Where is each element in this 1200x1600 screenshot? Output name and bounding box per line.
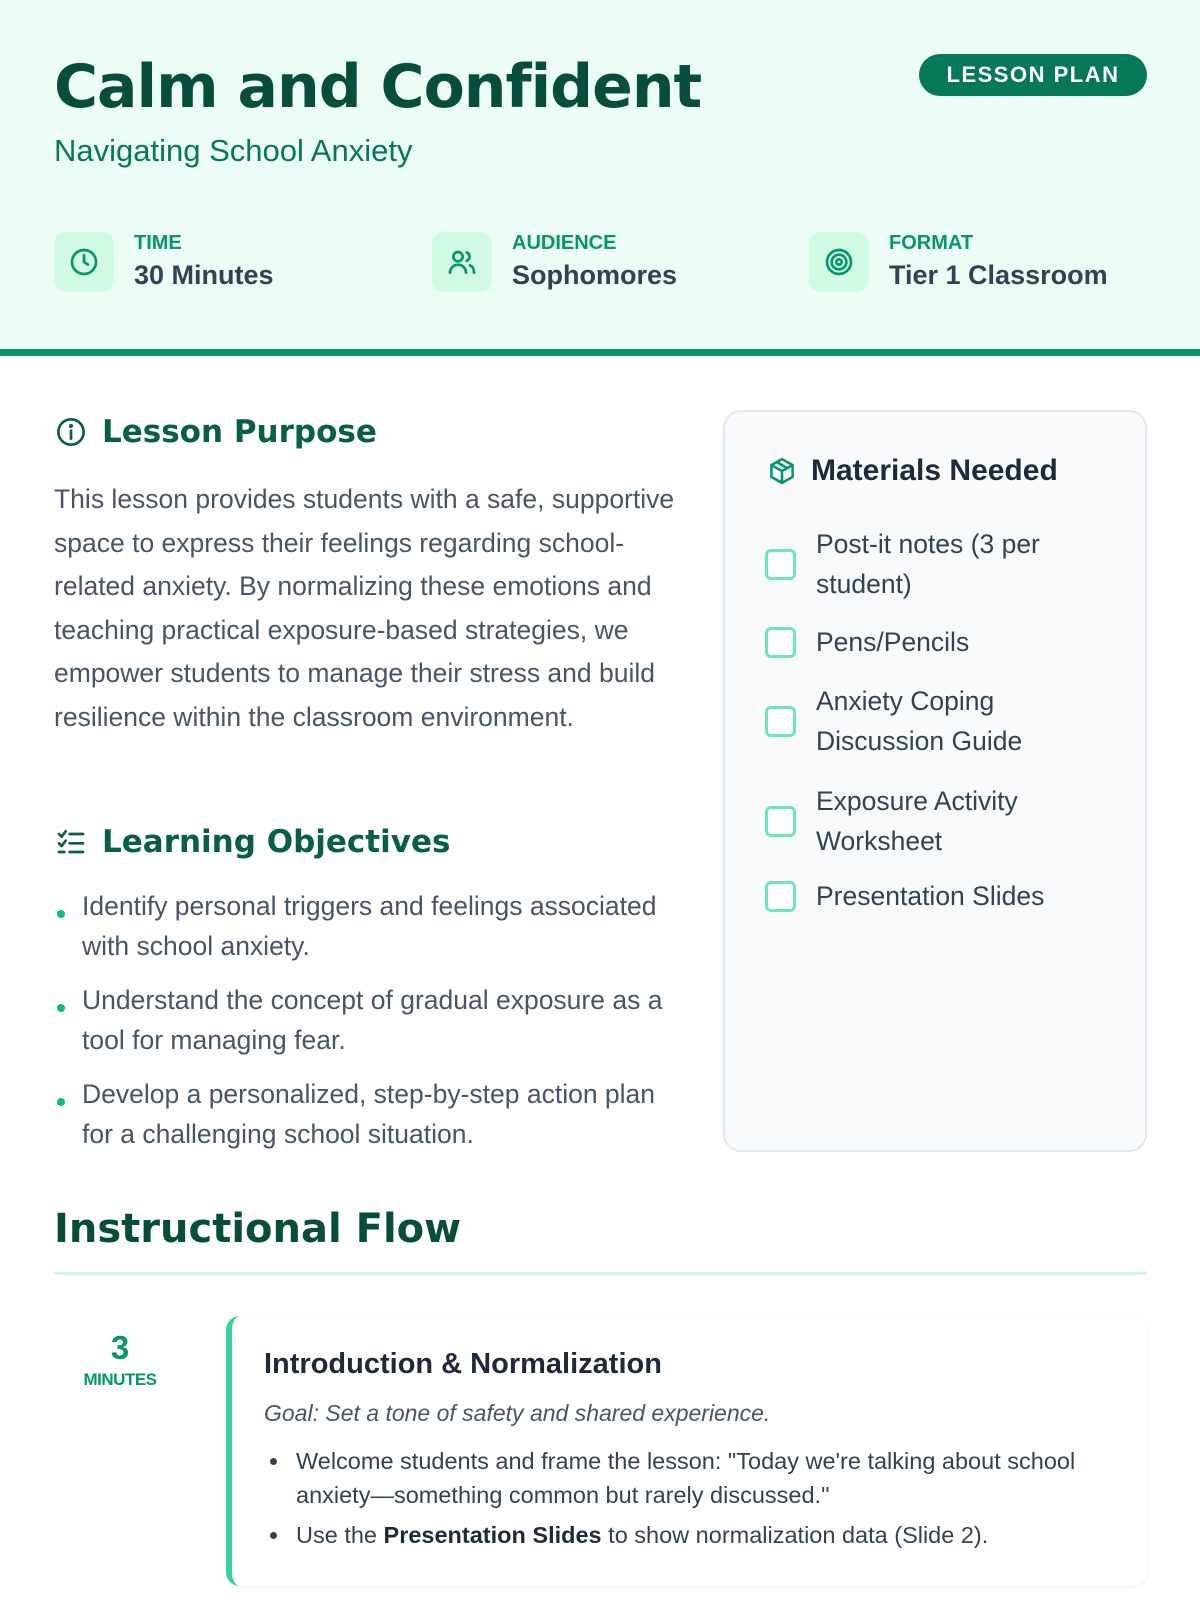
step-bullets xyxy=(264,1444,1084,1558)
material-checkbox[interactable] xyxy=(765,806,796,837)
material-item[interactable] xyxy=(765,622,1116,662)
target-icon xyxy=(809,232,869,292)
package-icon xyxy=(765,454,799,488)
flow-heading: Instructional Flow xyxy=(54,1206,462,1252)
users-icon xyxy=(432,232,492,292)
material-item[interactable] xyxy=(765,781,1116,861)
info-icon xyxy=(54,415,88,449)
material-checkbox[interactable] xyxy=(765,549,796,580)
objective-item: Develop a personalized, step-by-step action plan for a challenging school situation. xyxy=(54,1074,674,1154)
meta-audience-label: AUDIENCE xyxy=(512,232,617,254)
objectives-list xyxy=(54,886,674,1168)
meta-format-label: FORMAT xyxy=(889,232,974,254)
bullet-dot xyxy=(57,1004,65,1012)
step-bullet: Use the Presentation Slides to show normalization data (Slide 2). xyxy=(264,1518,1084,1552)
meta-format-value: Tier 1 Classroom xyxy=(889,260,1108,290)
purpose-heading-text: Lesson Purpose xyxy=(102,414,377,450)
meta-time-label: TIME xyxy=(134,232,182,254)
material-label: Exposure Activity Worksheet xyxy=(816,786,1018,856)
step-title: Introduction & Normalization xyxy=(264,1348,662,1380)
materials-heading xyxy=(765,454,1058,488)
lesson-header xyxy=(0,0,1200,356)
material-checkbox[interactable] xyxy=(765,706,796,737)
clock-icon xyxy=(54,232,114,292)
material-label: Pens/Pencils xyxy=(816,627,970,657)
bullet-dot xyxy=(270,1532,277,1539)
lesson-plan-badge: LESSON PLAN xyxy=(919,54,1147,96)
material-checkbox[interactable] xyxy=(765,881,796,912)
material-label: Post-it notes (3 per student) xyxy=(816,529,1040,599)
meta-time-value: 30 Minutes xyxy=(134,260,274,290)
flow-divider xyxy=(54,1272,1147,1275)
material-item[interactable] xyxy=(765,524,1116,604)
checklist-icon xyxy=(54,825,88,859)
objectives-heading xyxy=(54,824,450,860)
material-label: Anxiety Coping Discussion Guide xyxy=(816,686,1023,756)
material-item[interactable] xyxy=(765,876,1116,916)
materials-heading-text: Materials Needed xyxy=(811,454,1058,487)
bullet-dot xyxy=(57,910,65,918)
material-item[interactable] xyxy=(765,681,1116,761)
inline-emphasis: Presentation Slides xyxy=(383,1522,602,1548)
objectives-heading-text: Learning Objectives xyxy=(102,824,451,860)
objective-item: Identify personal triggers and feelings associated with school anxiety. xyxy=(54,886,674,966)
lesson-subtitle: Navigating School Anxiety xyxy=(54,133,413,168)
meta-audience-value: Sophomores xyxy=(512,260,678,290)
lesson-title: Calm and Confident xyxy=(54,52,702,122)
materials-card xyxy=(723,410,1147,1152)
purpose-heading xyxy=(54,414,377,450)
step-minutes-unit: MINUTES xyxy=(83,1370,157,1389)
step-goal: Goal: Set a tone of safety and shared experience. xyxy=(264,1400,771,1426)
bullet-dot xyxy=(270,1458,277,1465)
material-label: Presentation Slides xyxy=(816,881,1045,911)
step-bullet: Welcome students and frame the lesson: "Today we're talking about school anxiety—something common but rarely discussed." xyxy=(264,1444,1084,1512)
step-card xyxy=(226,1316,1147,1586)
material-checkbox[interactable] xyxy=(765,627,796,658)
purpose-text: This lesson provides students with a safe, supportive space to express their feelings regarding school-related anxiety. By normalizing these emotions and teaching practical exposure-based strategies, we empower students to manage their stress and build resilience within the classroom environment. xyxy=(54,484,675,732)
step-duration xyxy=(70,1328,170,1390)
step-minutes: 3 xyxy=(110,1329,130,1366)
bullet-dot xyxy=(57,1098,65,1106)
objective-item: Understand the concept of gradual exposure as a tool for managing fear. xyxy=(54,980,674,1060)
